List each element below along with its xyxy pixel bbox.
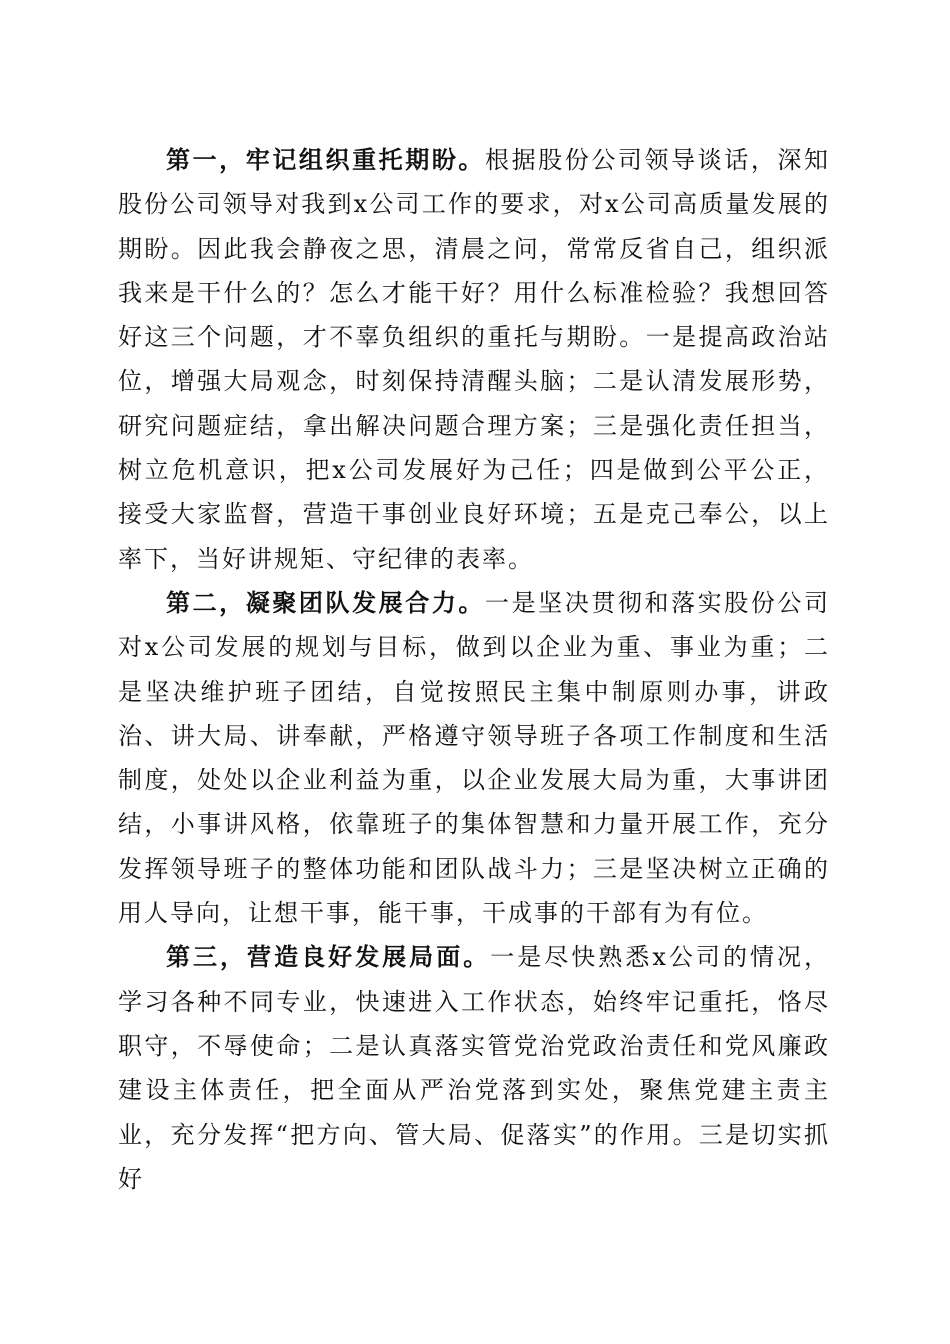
paragraph-2 [118,581,830,935]
paragraph-3-lead: 第三，营造良好发展局面。 [166,942,491,972]
paragraph-2-lead: 第二，凝聚团队发展合力。 [166,587,485,617]
document-body [118,138,830,1201]
paragraph-2-text: 一是坚决贯彻和落实股份公司对x公司发展的规划与目标，做到以企业为重、事业为重；二是坚决维护班子团结，自觉按照民主集中制原则办事，讲政治、讲大局、讲奉献，严格遵守领导班子各项工作制度和生活制度，处处以企业利益为重，以企业发展大局为重，大事讲团结，小事讲风格，依靠班子的集体智慧和力量开展工作，充分发挥领导班子的整体功能和团队战斗力；三是坚决树立正确的用人导向，让想干事，能干事，干成事的干部有为有位。 [118,588,830,928]
paragraph-3 [118,935,830,1201]
paragraph-3-text: 一是尽快熟悉x公司的情况，学习各种不同专业，快速进入工作状态，始终牢记重托，恪尽职守，不辱使命；二是认真落实管党治党政治责任和党风廉政建设主体责任，把全面从严治党落到实处，聚焦党建主责主业，充分发挥“把方向、管大局、促落实”的作用。三是切实抓好 [118,943,830,1193]
paragraph-1-lead: 第一，牢记组织重托期盼。 [166,145,485,174]
paragraph-1-text: 根据股份公司领导谈话，深知股份公司领导对我到x公司工作的要求，对x公司高质量发展的期盼。因此我会静夜之思，清晨之问，常常反省自己，组织派我来是干什么的？怎么才能干好？用什么标准检验？我想回答好这三个问题，才不辜负组织的重托与期盼。一是提高政治站位，增强大局观念，时刻保持清醒头脑；二是认清发展形势，研究问题症结，拿出解决问题合理方案；三是强化责任担当，树立危机意识，把x公司发展好为己任；四是做到公平公正，接受大家监督，营造干事创业良好环境；五是克己奉公，以上率下，当好讲规矩、守纪律的表率。 [118,146,830,573]
paragraph-1 [118,138,830,581]
